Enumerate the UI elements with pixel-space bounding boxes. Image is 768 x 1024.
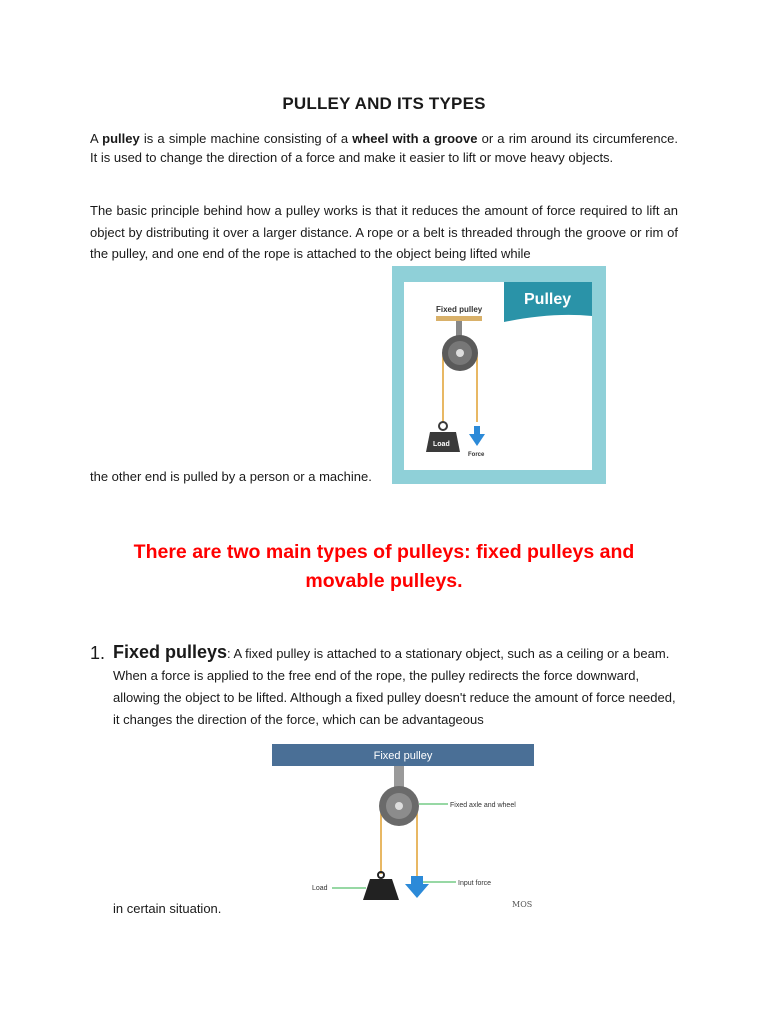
intro-bold-wheel: wheel with a groove: [352, 131, 478, 146]
pulley-figure: [392, 266, 606, 484]
load-label: Load: [433, 441, 450, 448]
types-heading: [0, 538, 768, 596]
intro-text-1: A: [90, 131, 103, 146]
fixed-pulley-label: Fixed pulley: [436, 305, 483, 314]
axle-callout-label: Fixed axle and wheel: [450, 802, 516, 809]
list-item-continuation: in certain situation.: [113, 901, 222, 916]
load-weight: [363, 879, 399, 900]
intro-text-2: is a simple machine consisting of a: [139, 131, 353, 146]
input-force-arrow: [405, 876, 429, 898]
intro-text-3: or a rim around its circumference. It is used to change the direction of a force and make it easier to lift or move heavy objects.: [90, 131, 678, 165]
principle-paragraph: The basic principle behind how a pulley works is that it reduces the amount of force required to lift an object by distributing it over a larger distance. A rope or a belt is threaded through the groove or rim of the pulley, and one end of the rope is attached to the object being lifted while: [90, 203, 678, 261]
pulley-axle: [395, 802, 403, 810]
intro-paragraph: [90, 129, 678, 167]
page-title: PULLEY AND ITS TYPES: [282, 94, 486, 113]
list-item-number: 1.: [90, 643, 106, 663]
figure-banner-title: Fixed pulley: [373, 750, 433, 762]
list-item-term: Fixed pulleys: [113, 642, 228, 662]
figure-heading: Pulley: [524, 291, 572, 308]
types-heading-line-2: movable pulleys.: [305, 570, 463, 592]
load-hook: [378, 872, 384, 878]
fixed-pulley-figure: [272, 744, 534, 906]
force-label: Force: [468, 452, 485, 458]
list-item-fixed-pulleys: [113, 641, 678, 731]
ceiling-bar: [436, 316, 482, 321]
watermark-logo: MOS: [512, 900, 533, 909]
input-callout-label: Input force: [458, 880, 492, 887]
principle-continuation: the other end is pulled by a person or a machine.: [90, 469, 372, 484]
load-callout-label: Load: [312, 885, 328, 892]
types-heading-line-1: There are two main types of pulleys: fixed pulleys and: [133, 541, 635, 563]
list-item-text: : A fixed pulley is attached to a stationary object, such as a ceiling or a beam. When a force is applied to the free end of the rope, the pulley redirects the force downward, allowing the object to be lifted. Although a fixed pulley doesn't reduce the amount of force needed, it changes the direction of the force, which can be advantageous: [113, 646, 676, 727]
intro-bold-pulley: pulley: [102, 131, 140, 146]
pulley-axle: [456, 349, 464, 357]
